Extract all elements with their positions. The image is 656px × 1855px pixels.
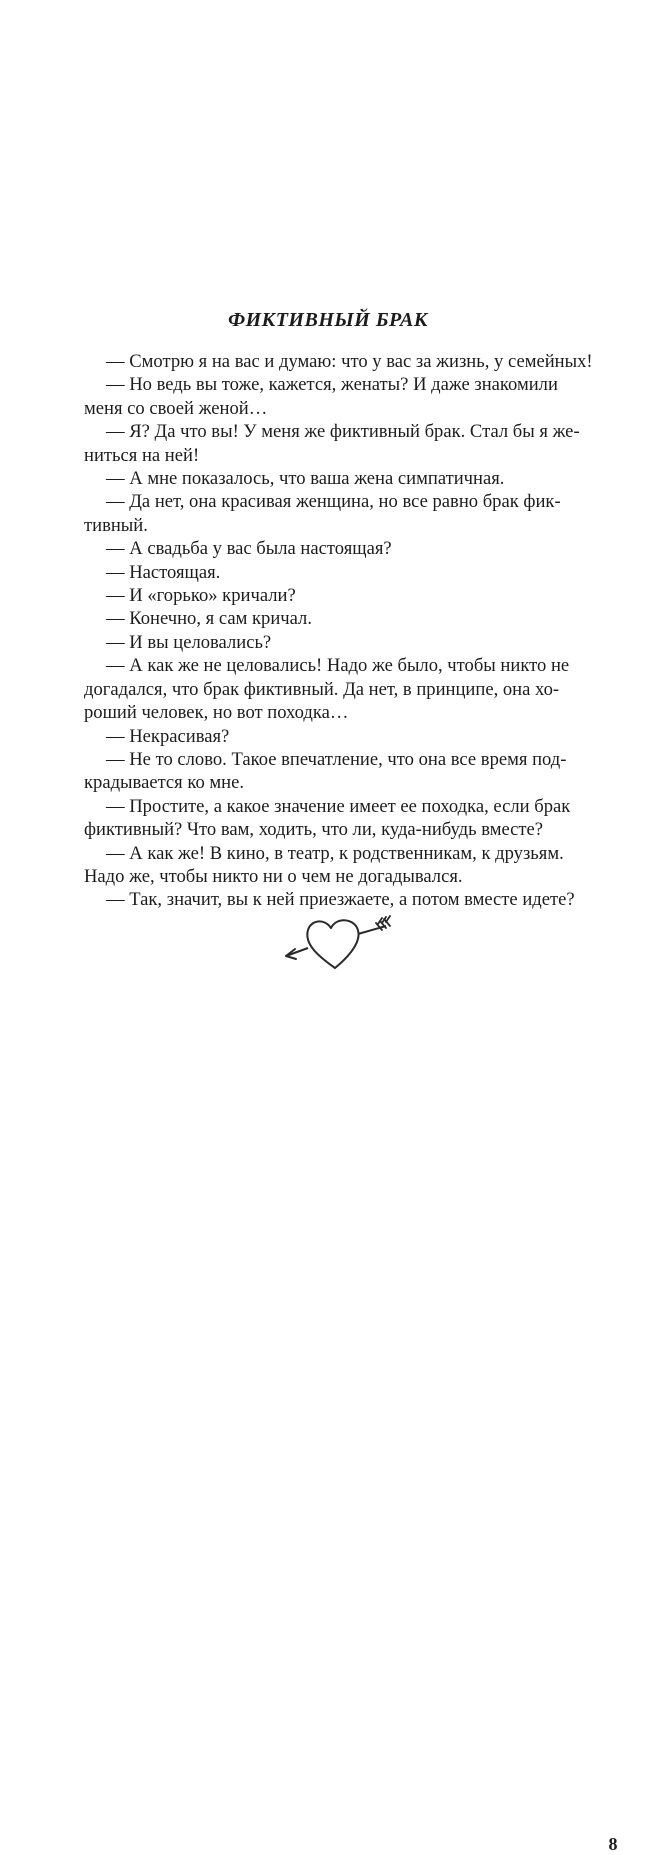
dialogue-paragraph	[84, 561, 586, 584]
text-line: — Конечно, я сам кричал.	[106, 608, 312, 630]
text-line: — Но ведь вы тоже, кажется, женаты? И даже знакомили	[106, 374, 558, 396]
text-line: — Настоящая.	[106, 561, 221, 583]
page-number: 8	[608, 1834, 618, 1854]
text-line: — Некрасивая?	[106, 725, 230, 747]
text-line: — Я? Да что вы! У меня же фиктивный брак. Стал бы я же-	[106, 421, 580, 443]
dialogue-paragraph	[84, 748, 586, 795]
dialogue-paragraph	[84, 420, 586, 467]
dialogue-paragraph	[84, 467, 586, 490]
page-folio	[278, 906, 618, 1854]
dialogue-paragraph	[84, 490, 586, 537]
text-line: догадался, что брак фиктивный. Да нет, в принципе, она хо-	[84, 678, 560, 700]
text-line: — И «горько» кричали?	[106, 585, 296, 607]
text-line: крадывается ко мне.	[84, 772, 245, 794]
text-line: — Да нет, она красивая женщина, но все равно брак фик-	[106, 491, 561, 513]
dialogue-paragraph	[84, 373, 586, 420]
dialogue-paragraph	[84, 350, 593, 373]
dialogue-paragraph	[84, 725, 586, 748]
text-line: — А свадьба у вас была настоящая?	[106, 538, 392, 560]
dialogue-paragraph	[84, 654, 586, 724]
text-line: — А как же! В кино, в театр, к родственникам, к друзьям.	[106, 842, 564, 864]
text-line: — И вы целовались?	[106, 631, 272, 653]
dialogue-paragraph	[84, 584, 586, 607]
heart-arrow-icon	[278, 906, 398, 976]
body-text	[84, 350, 593, 912]
dialogue-paragraph	[84, 537, 586, 560]
text-line: роший человек, но вот походка…	[84, 702, 349, 724]
dialogue-paragraph	[84, 607, 586, 630]
text-line: фиктивный? Что вам, ходить, что ли, куда-нибудь вместе?	[84, 819, 544, 841]
text-line: — Так, значит, вы к ней приезжаете, а потом вместе идете?	[106, 889, 575, 911]
chapter-title: ФИКТИВНЫЙ БРАК	[228, 309, 428, 331]
text-line: ниться на ней!	[84, 444, 200, 466]
text-line: — А как же не целовались! Надо же было, чтобы никто не	[106, 655, 570, 677]
text-line: — Простите, а какое значение имеет ее походка, если брак	[106, 795, 571, 817]
text-line: Надо же, чтобы никто ни о чем не догадывался.	[84, 865, 463, 887]
dialogue-paragraph	[84, 795, 586, 842]
dialogue-paragraph	[84, 842, 586, 889]
text-line: — А мне показалось, что ваша жена симпатичная.	[106, 468, 505, 490]
dialogue-paragraph	[84, 631, 586, 654]
text-line: — Смотрю я на вас и думаю: что у вас за жизнь, у семейных!	[106, 351, 593, 372]
text-line: тивный.	[84, 514, 148, 536]
text-line: меня со своей женой…	[84, 397, 268, 419]
text-line: — Не то слово. Такое впечатление, что она все время под-	[106, 748, 567, 770]
